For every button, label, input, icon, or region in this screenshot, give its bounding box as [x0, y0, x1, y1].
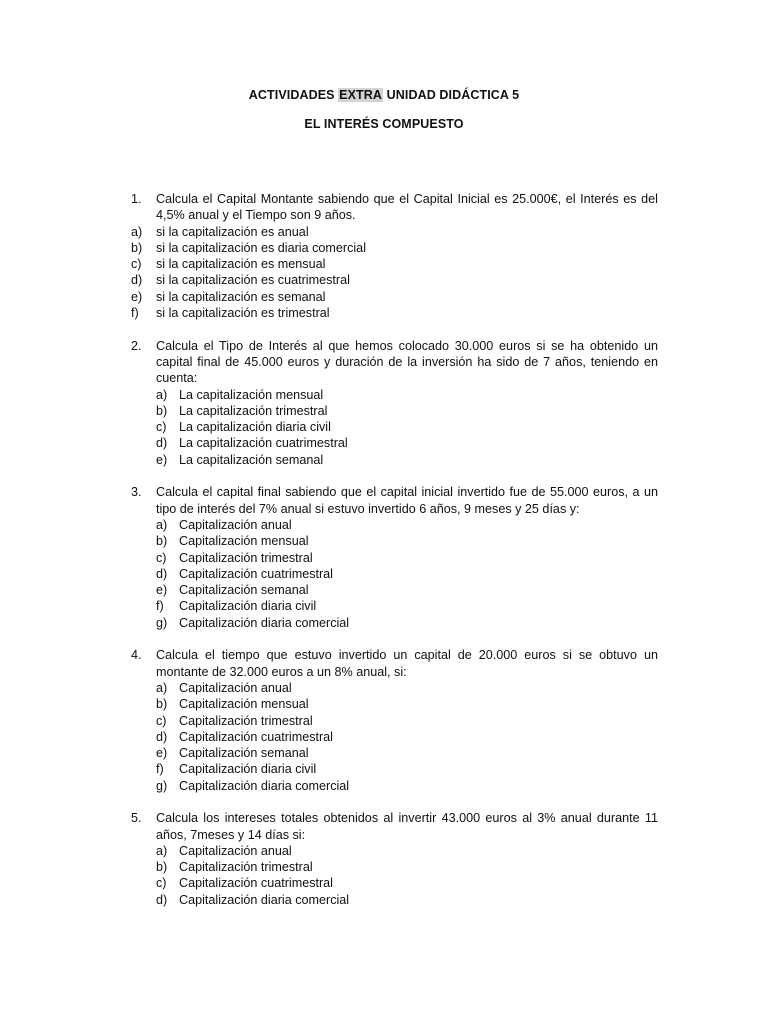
option-text: si la capitalización es cuatrimestral [156, 273, 350, 288]
option-letter: c) [156, 713, 167, 728]
option-text: Capitalización trimestral [179, 550, 313, 565]
option-item [156, 582, 658, 598]
option-item [131, 289, 658, 305]
option-item [156, 875, 658, 891]
document-title [0, 88, 768, 102]
option-letter: a) [156, 387, 168, 402]
option-item [156, 761, 658, 777]
option-item [156, 615, 658, 631]
option-text: La capitalización mensual [179, 387, 324, 402]
option-letter: c) [156, 876, 167, 891]
question-text: Calcula el Tipo de Interés al que hemos colocado 30.000 euros si se ha obtenido un capital final de 45.000 euros y duración de la inversión ha sido de 7 años, teniendo en cuenta: [156, 338, 658, 386]
option-item [156, 566, 658, 582]
option-item [156, 533, 658, 549]
question-1 [131, 191, 658, 321]
option-text: Capitalización semanal [179, 583, 309, 598]
option-letter: g) [156, 615, 168, 630]
option-item [131, 256, 658, 272]
option-letter: e) [131, 289, 143, 304]
question-2 [131, 338, 658, 468]
option-item [156, 745, 658, 761]
option-letter: f) [131, 306, 139, 321]
option-text: Capitalización cuatrimestral [179, 876, 333, 891]
option-item [156, 680, 658, 696]
option-letter: c) [131, 257, 142, 272]
option-text: Capitalización cuatrimestral [179, 566, 333, 581]
option-text: La capitalización cuatrimestral [179, 436, 348, 451]
question-header [131, 191, 658, 224]
question-5 [131, 810, 658, 908]
option-text: Capitalización trimestral [179, 860, 313, 875]
option-letter: b) [131, 240, 143, 255]
question-list [131, 191, 658, 924]
option-item [156, 729, 658, 745]
option-letter: g) [156, 778, 168, 793]
option-letter: d) [156, 892, 168, 907]
option-item [131, 224, 658, 240]
option-text: La capitalización semanal [179, 452, 324, 467]
option-item [156, 452, 658, 468]
option-text: Capitalización anual [179, 517, 292, 532]
question-text: Calcula el Capital Montante sabiendo que el Capital Inicial es 25.000€, el Interés es del 4,5% anual y el Tiempo son 9 años. [156, 192, 658, 223]
question-number: 1. [131, 192, 142, 206]
option-letter: e) [156, 452, 168, 467]
option-item [156, 778, 658, 794]
option-letter: b) [156, 403, 168, 418]
option-letter: e) [156, 746, 168, 761]
option-letter: a) [131, 224, 143, 239]
question-text: Calcula el tiempo que estuvo invertido un capital de 20.000 euros si se obtuvo un montante de 32.000 euros a un 8% anual, si: [156, 648, 658, 679]
option-letter: b) [156, 534, 168, 549]
option-letter: d) [156, 436, 168, 451]
option-letter: e) [156, 583, 168, 598]
option-item [156, 435, 658, 451]
title-highlight: EXTRA [339, 88, 383, 102]
option-item [156, 419, 658, 435]
option-letter: d) [156, 729, 168, 744]
option-letter: b) [156, 697, 168, 712]
option-item [156, 843, 658, 859]
option-item [156, 859, 658, 875]
question-number: 3. [131, 485, 142, 500]
document-subtitle: EL INTERÉS COMPUESTO [304, 117, 464, 131]
option-text: si la capitalización es semanal [156, 289, 326, 304]
title-part-1: ACTIVIDADES [248, 88, 339, 102]
option-item [156, 696, 658, 712]
option-text: Capitalización anual [179, 843, 292, 858]
option-letter: f) [156, 762, 164, 777]
option-letter: a) [156, 517, 168, 532]
question-text: Calcula los intereses totales obtenidos al invertir 43.000 euros al 3% anual durante 11 años, 7meses y 14 días si: [156, 811, 658, 842]
option-text: La capitalización trimestral [179, 403, 328, 418]
question-text: Calcula el capital final sabiendo que el capital inicial invertido fue de 55.000 euros, a un tipo de interés del 7% anual si estuvo invertido 6 años, 9 meses y 25 días y: [156, 485, 658, 516]
option-text: si la capitalización es anual [156, 224, 309, 239]
option-letter: a) [156, 843, 168, 858]
option-letter: f) [156, 599, 164, 614]
option-letter: b) [156, 860, 168, 875]
question-header [131, 810, 658, 843]
option-text: La capitalización diaria civil [179, 420, 331, 435]
option-text: si la capitalización es mensual [156, 257, 326, 272]
question-4 [131, 647, 658, 794]
option-letter: d) [156, 566, 168, 581]
option-item [156, 892, 658, 908]
option-text: Capitalización diaria comercial [179, 615, 350, 630]
option-text: Capitalización trimestral [179, 713, 313, 728]
option-item [131, 272, 658, 288]
option-item [156, 403, 658, 419]
question-header [131, 647, 658, 680]
option-text: Capitalización diaria civil [179, 599, 317, 614]
question-number: 2. [131, 338, 142, 353]
question-header [131, 338, 658, 387]
option-text: Capitalización diaria comercial [179, 778, 350, 793]
option-text: si la capitalización es diaria comercial [156, 240, 366, 255]
option-letter: c) [156, 420, 167, 435]
option-item [156, 598, 658, 614]
option-item [131, 305, 658, 321]
option-text: si la capitalización es trimestral [156, 306, 330, 321]
option-item [156, 550, 658, 566]
option-text: Capitalización cuatrimestral [179, 729, 333, 744]
option-item [156, 387, 658, 403]
question-number: 5. [131, 811, 142, 826]
question-3 [131, 484, 658, 631]
option-letter: d) [131, 273, 143, 288]
option-letter: c) [156, 550, 167, 565]
option-text: Capitalización semanal [179, 746, 309, 761]
option-text: Capitalización mensual [179, 534, 309, 549]
question-header [131, 484, 658, 517]
option-text: Capitalización mensual [179, 697, 309, 712]
option-text: Capitalización diaria comercial [179, 892, 350, 907]
option-item [156, 713, 658, 729]
option-item [131, 240, 658, 256]
option-item [156, 517, 658, 533]
option-text: Capitalización diaria civil [179, 762, 317, 777]
question-number: 4. [131, 648, 142, 663]
option-text: Capitalización anual [179, 680, 292, 695]
title-part-2: UNIDAD DIDÁCTICA 5 [383, 88, 520, 102]
option-letter: a) [156, 680, 168, 695]
